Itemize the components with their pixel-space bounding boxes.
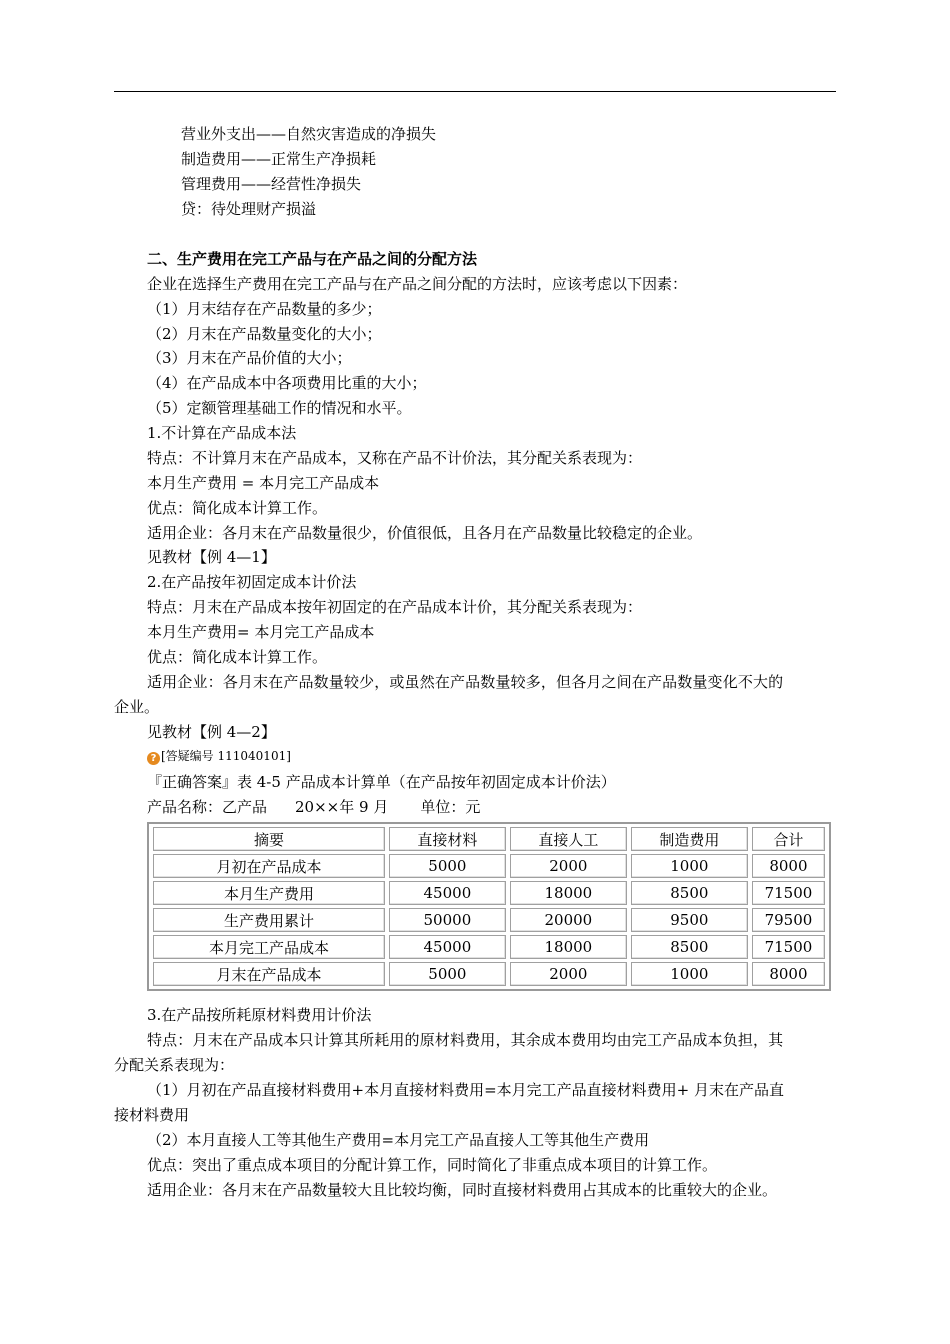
entry-line: 制造费用——正常生产净损耗 [181,150,377,168]
table-cell: 50000 [389,908,506,932]
table-cell: 20000 [510,908,627,932]
paragraph: 分配关系表现为： [114,1056,235,1074]
table-cell: 1000 [631,854,748,878]
table-row [153,854,825,878]
paragraph: 特点：月末在产品成本按年初固定的在产品成本计价，其分配关系表现为： [147,598,643,616]
formula: （1）月初在产品直接材料费用+本月直接材料费用=本月完工产品直接材料费用+ 月末在产品直 [147,1081,785,1099]
table-cell: 本月生产费用 [153,881,385,905]
unit: 单位：元 [420,798,481,816]
table-cell: 生产费用累计 [153,908,385,932]
qa-number: [答疑编号 111040101] [161,749,291,763]
question-icon: ? [147,752,160,765]
entry-line: 管理费用——经营性净损失 [181,175,362,193]
paragraph: 适用企业：各月末在产品数量较大且比较均衡，同时直接材料费用占其成本的比重较大的企业。 [147,1181,778,1199]
qa-link[interactable] [147,745,291,767]
entry-line: 营业外支出——自然灾害造成的净损失 [181,125,437,143]
table-cell: 5000 [389,962,506,986]
table-row [153,881,825,905]
table-cell: 18000 [510,935,627,959]
table-cell: 2000 [510,854,627,878]
table-cell: 45000 [389,935,506,959]
table-cell: 本月完工产品成本 [153,935,385,959]
period: 20××年 9 月 [295,798,389,816]
table-cell: 月末在产品成本 [153,962,385,986]
method-title: 2.在产品按年初固定成本计价法 [147,573,357,591]
factor-item: （2）月末在产品数量变化的大小； [147,325,382,343]
paragraph: 适用企业：各月末在产品数量很少，价值很低，且各月在产品数量比较稳定的企业。 [147,524,703,542]
paragraph: 适用企业：各月末在产品数量较少，或虽然在产品数量较多，但各月之间在产品数量变化不大的 [147,673,784,691]
formula: 本月生产费用= 本月完工产品成本 [147,623,375,641]
header-cell: 摘要 [153,827,385,851]
header-cell: 制造费用 [631,827,748,851]
method-title: 3.在产品按所耗原材料费用计价法 [147,1006,372,1024]
product-name: 产品名称：乙产品 [147,798,268,816]
table-cell: 71500 [752,935,825,959]
textbook-ref: 见教材【例 4—2】 [147,723,276,741]
section-heading: 二、生产费用在完工产品与在产品之间的分配方法 [147,250,478,268]
factor-item: （3）月末在产品价值的大小； [147,349,352,367]
table-header-row [153,827,825,851]
table-row [153,908,825,932]
factor-item: （4）在产品成本中各项费用比重的大小； [147,374,427,392]
factor-item: （1）月末结存在产品数量的多少； [147,300,382,318]
table-cell: 8500 [631,881,748,905]
formula: 本月生产费用 = 本月完工产品成本 [147,474,380,492]
table-cell: 5000 [389,854,506,878]
cost-table [147,822,831,991]
formula: 接材料费用 [114,1106,190,1124]
table-row [153,935,825,959]
factor-item: （5）定额管理基础工作的情况和水平。 [147,399,412,417]
table-cell: 1000 [631,962,748,986]
paragraph: 优点：简化成本计算工作。 [147,499,328,517]
table-cell: 79500 [752,908,825,932]
paragraph: 企业在选择生产费用在完工产品与在产品之间分配的方法时，应该考虑以下因素： [147,275,688,293]
table-row [153,962,825,986]
paragraph: 企业。 [114,698,160,716]
paragraph: 优点：突出了重点成本项目的分配计算工作，同时简化了非重点成本项目的计算工作。 [147,1156,718,1174]
header-cell: 合计 [752,827,825,851]
table-caption [147,796,480,818]
table-cell: 71500 [752,881,825,905]
table-cell: 2000 [510,962,627,986]
method-title: 1.不计算在产品成本法 [147,424,297,442]
header-rule [114,91,836,92]
paragraph: 特点：月末在产品成本只计算其所耗用的原材料费用，其余成本费用均由完工产品成本负担，其 [147,1031,784,1049]
entry-line: 贷：待处理财产损溢 [181,200,317,218]
header-cell: 直接材料 [389,827,506,851]
table-cell: 8000 [752,962,825,986]
table-cell: 8500 [631,935,748,959]
table-cell: 9500 [631,908,748,932]
table-cell: 月初在产品成本 [153,854,385,878]
paragraph: 特点：不计算月末在产品成本，又称在产品不计价法，其分配关系表现为： [147,449,643,467]
answer-title: 『正确答案』表 4-5 产品成本计算单（在产品按年初固定成本计价法） [147,773,616,791]
formula: （2）本月直接人工等其他生产费用=本月完工产品直接人工等其他生产费用 [147,1131,650,1149]
paragraph: 优点：简化成本计算工作。 [147,648,328,666]
table-cell: 8000 [752,854,825,878]
textbook-ref: 见教材【例 4—1】 [147,548,276,566]
header-cell: 直接人工 [510,827,627,851]
table-cell: 18000 [510,881,627,905]
table-cell: 45000 [389,881,506,905]
